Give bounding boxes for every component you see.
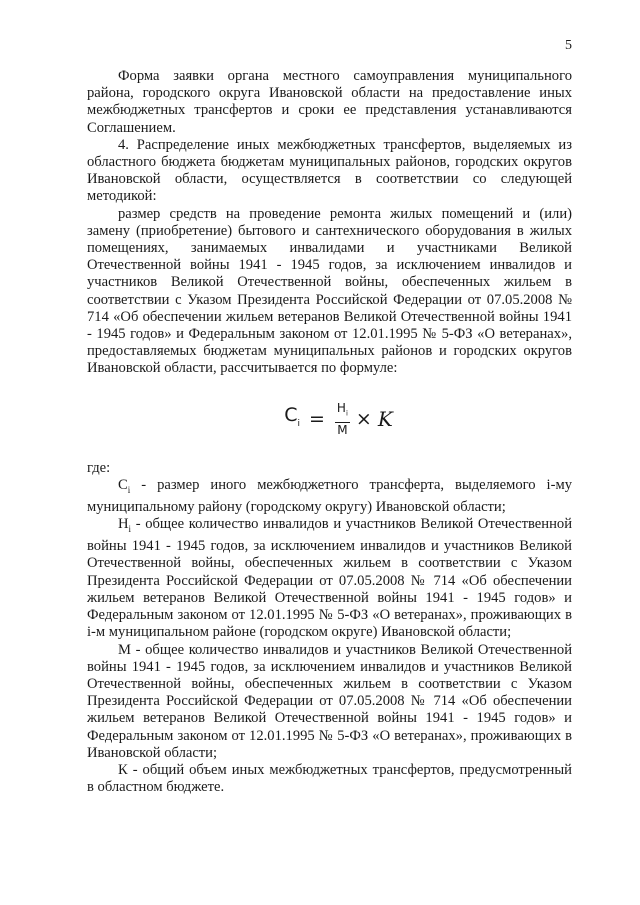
formula-lhs: $C_i$ — [284, 403, 300, 429]
definition-n: $Н_i$ - общее количество инвалидов и участников Великой Отечественной войны 1941 - 1945 годов, за исключением инвалидов и участников Великой Отечественной войны, обеспеченных жильем в соответствии с Указом Президента Российской Федерации от 07.05.2008 № 714 «Об обеспечении жильем ветеранов Великой Отечественной войны 1941 - 1945 годов» и Федеральным законом от 12.01.1995 № 5-ФЗ «О ветеранах», проживающих в i-м муниципальном районе (городском округе) Ивановской области; — [87, 516, 572, 641]
formula-equals: = — [309, 408, 325, 431]
paragraph-methodology: размер средств на проведение ремонта жилых помещений и (или) замену (приобретение) бытового и сантехнического оборудования в жилых помещениях, занимаемых инвалидами и участниками Великой Отечественной войны 1941 - 1945 годов, за исключением инвалидов и участников Великой Отечественной войны, обеспеченных жильем в соответствии с Указом Президента Российской Федерации от 07.05.2008 № 714 «Об обеспечении жильем ветеранов Великой Отечественной войны 1941 - 1945 годов» и Федеральным законом от 12.01.1995 № 5-ФЗ «О ветеранах», предоставляемых бюджетам муниципальных районов и городских округов Ивановской области, рассчитывается по формуле: — [87, 205, 572, 377]
paragraph-distribution: 4. Распределение иных межбюджетных трансфертов, выделяемых из областного бюджета бюджетам муниципальных районов, городских округов Ивановской области, осуществляется в соответствии со следующей методикой: — [87, 136, 572, 205]
where-label: где: — [87, 459, 111, 476]
formula-fraction — [335, 402, 350, 436]
formula — [87, 400, 572, 440]
document-body — [87, 68, 572, 796]
formula-denominator: М — [337, 422, 348, 437]
page-number: 5 — [565, 38, 572, 53]
definition-k: К - общий объем иных межбюджетных трансфертов, предусмотренный в областном бюджете. — [87, 761, 572, 796]
formula-times: × — [355, 408, 372, 431]
definition-m: М - общее количество инвалидов и участников Великой Отечественной войны 1941 - 1945 годов, за исключением инвалидов и участников Великой Отечественной войны, обеспеченных жильем в соответствии с Указом Президента Российской Федерации от 07.05.2008 № 714 «Об обеспечении жильем ветеранов Великой Отечественной войны 1941 - 1945 годов» и Федеральным законом от 12.01.1995 № 5-ФЗ «О ветеранах», проживающих в Ивановской области; — [87, 641, 572, 761]
paragraph-application-form: Форма заявки органа местного самоуправления муниципального района, городского округа Ивановской области на предоставление иных межбюджетных трансфертов и сроки ее представления устанавливаются Соглашением. — [87, 68, 572, 136]
formula-k: K — [377, 407, 393, 432]
definition-c: $С_i$ - размер иного межбюджетного трансферта, выделяемого i-му муниципальному району (городскому округу) Ивановской области; — [87, 476, 572, 515]
formula-numerator: $Н_i$ — [335, 402, 350, 422]
